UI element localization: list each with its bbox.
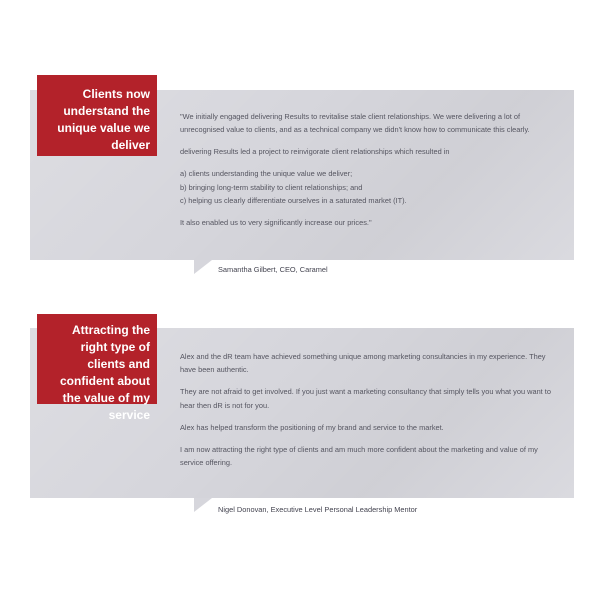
quote-paragraph: "We initially engaged delivering Results to revitalise stale client relationships. We were delivering a lot of unrecognised value to clients, and as a technical company we didn't know how to communicate this clearly.: [180, 112, 530, 135]
attribution: Nigel Donovan, Executive Level Personal Leadership Mentor: [218, 505, 418, 514]
quote-paragraph: Alex has helped transform the positioning of my brand and service to the market.: [180, 422, 444, 432]
quote-paragraph: I am now attracting the right type of clients and am much more confident about the marketing and value of my service offering.: [180, 444, 538, 467]
quote-paragraph: Alex and the dR team have achieved something unique among marketing consultancies in my experience. They have been authentic.: [180, 352, 546, 375]
quote-paragraph: They are not afraid to get involved. If you just want a marketing consultancy that simply tells you what you want to hear then dR is not for you.: [180, 387, 551, 410]
quote-body: [180, 350, 560, 478]
quote-paragraph: delivering Results led a project to reinvigorate client relationships which resulted in: [180, 147, 450, 157]
list-item: b) bringing long-term stability to client relationships; and: [180, 182, 363, 192]
quote-list: [180, 167, 560, 207]
list-item: a) clients understanding the unique value we deliver;: [180, 169, 353, 179]
headline-text: Attracting the right type of clients and confident about the value of my service: [60, 323, 150, 422]
attribution: Samantha Gilbert, CEO, Caramel: [218, 265, 328, 274]
speech-pointer: [194, 260, 212, 274]
speech-pointer: [194, 498, 212, 512]
headline-text: Clients now understand the unique value we deliver: [57, 87, 150, 152]
quote-body: [180, 110, 560, 238]
list-item: c) helping us clearly differentiate ourselves in a saturated market (IT).: [180, 196, 407, 206]
testimonial-headline: [37, 314, 157, 422]
quote-closing: It also enabled us to very significantly increase our prices.": [180, 217, 372, 227]
testimonial-headline: [37, 75, 157, 156]
